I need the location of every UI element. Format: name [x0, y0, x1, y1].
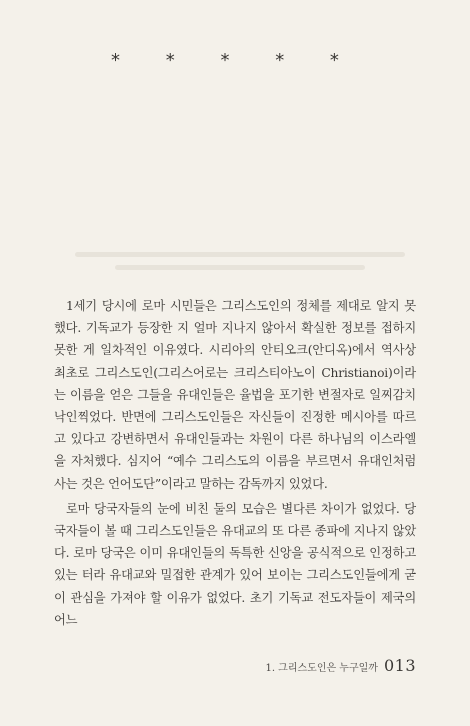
- faded-line: [75, 252, 405, 257]
- running-title: 1. 그리스도인은 누구일까: [265, 663, 378, 674]
- page-footer: [265, 656, 416, 675]
- page-number: 013: [383, 656, 416, 675]
- section-divider: * * * * *: [111, 50, 359, 71]
- paragraph: 로마 당국자들의 눈에 비친 둘의 모습은 별다른 차이가 없었다. 당국자들이 볼 때 그리스도인들은 유대교의 또 다른 종파에 지나지 않았다. 로마 당국은 이미 유대인들의 독특한 신앙을 공식적으로 인정하고 있는 터라 유대교와 밀접한 관계가 있어 보이는 그리스도인들에게 굳이 관심을 가져야 할 이유가 없었다. 초기 기독교 전도자들이 제국의 어느: [54, 501, 416, 627]
- faded-line: [115, 265, 365, 270]
- paragraph: 1세기 당시에 로마 시민들은 그리스도인의 정체를 제대로 알지 못했다. 기독교가 등장한 지 얼마 지나지 않아서 확실한 정보를 접하지 못한 게 일차적인 이유였다. 시리아의 안티오크(안디옥)에서 역사상 최초로 그리스도인(그리스어로는 크리스티아노이 Christianoi)이라는 이름을 얻은 그들을 유대인들은 율법을 포기한 변절자로 일찌감치 낙인찍었다. 반면에 그리스도인들은 자신들이 진정한 메시아를 따르고 있다고 강변하면서 유대인들과는 차원이 다른 하나님의 이스라엘을 자처했다. 심지어 “예수 그리스도의 이름을 부르면서 유대인처럼 사는 것은 언어도단”이라고 말하는 감독까지 있었다.: [54, 299, 416, 491]
- body-text: [54, 295, 416, 631]
- faded-bleedthrough-text: [60, 244, 420, 278]
